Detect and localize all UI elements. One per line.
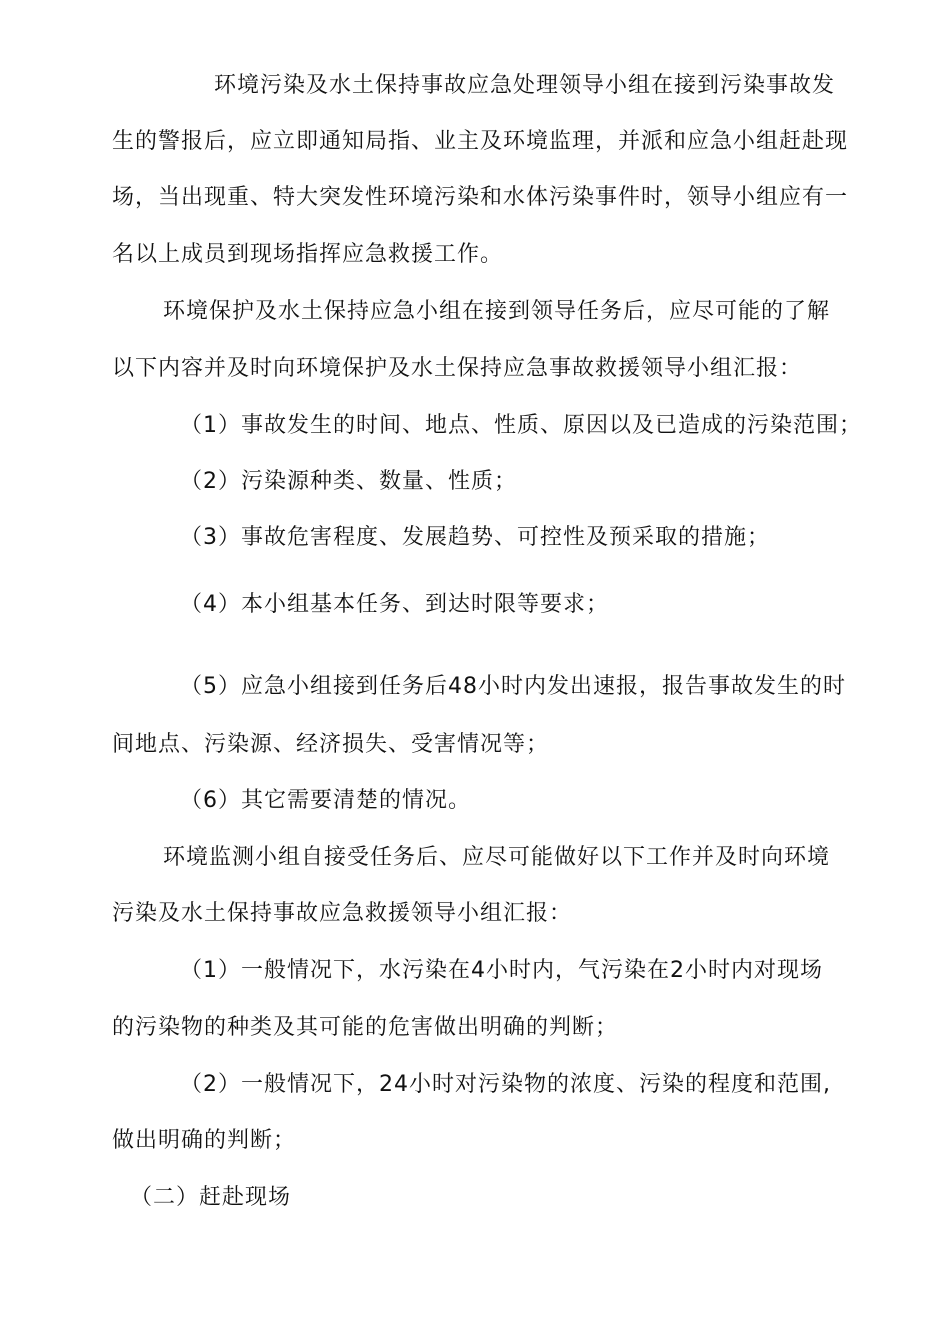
paragraph-line: 环境监测小组自接受任务后、应尽可能做好以下工作并及时向环境	[163, 845, 831, 870]
section-heading: （二）赶赴现场	[130, 1185, 292, 1210]
paragraph-line: 环境污染及水土保持事故应急处理领导小组在接到污染事故发	[214, 73, 836, 98]
paragraph-line: 污染及水土保持事故应急救援领导小组汇报：	[112, 901, 573, 926]
list-item: （6）其它需要清楚的情况。	[180, 788, 471, 813]
list-item: （1）一般情况下，水污染在4小时内，气污染在2小时内对现场	[180, 958, 823, 983]
list-item: （2）污染源种类、数量、性质；	[180, 469, 517, 494]
list-item: （1）事故发生的时间、地点、性质、原因以及已造成的污染范围；	[180, 413, 862, 438]
paragraph-line: 以下内容并及时向环境保护及水土保持应急事故救援领导小组汇报：	[112, 356, 803, 381]
paragraph-line: 名以上成员到现场指挥应急救援工作。	[112, 242, 504, 267]
paragraph-line: 的污染物的种类及其可能的危害做出明确的判断；	[112, 1015, 619, 1040]
list-item: （5）应急小组接到任务后48小时内发出速报，报告事故发生的时	[180, 674, 846, 699]
paragraph-line: 生的警报后，应立即通知局指、业主及环境监理，并派和应急小组赶赴现	[112, 129, 849, 154]
paragraph-line: 做出明确的判断；	[112, 1128, 297, 1153]
list-item: （3）事故危害程度、发展趋势、可控性及预采取的措施；	[180, 525, 770, 550]
paragraph-line: 环境保护及水土保持应急小组在接到领导任务后，应尽可能的了解	[163, 299, 831, 324]
list-item: （2）一般情况下，24小时对污染物的浓度、污染的程度和范围,	[180, 1072, 831, 1097]
list-item: （4）本小组基本任务、到达时限等要求；	[180, 592, 609, 617]
paragraph-line: 间地点、污染源、经济损失、受害情况等；	[112, 732, 550, 757]
paragraph-line: 场，当出现重、特大突发性环境污染和水体污染事件时，领导小组应有一	[112, 185, 849, 210]
